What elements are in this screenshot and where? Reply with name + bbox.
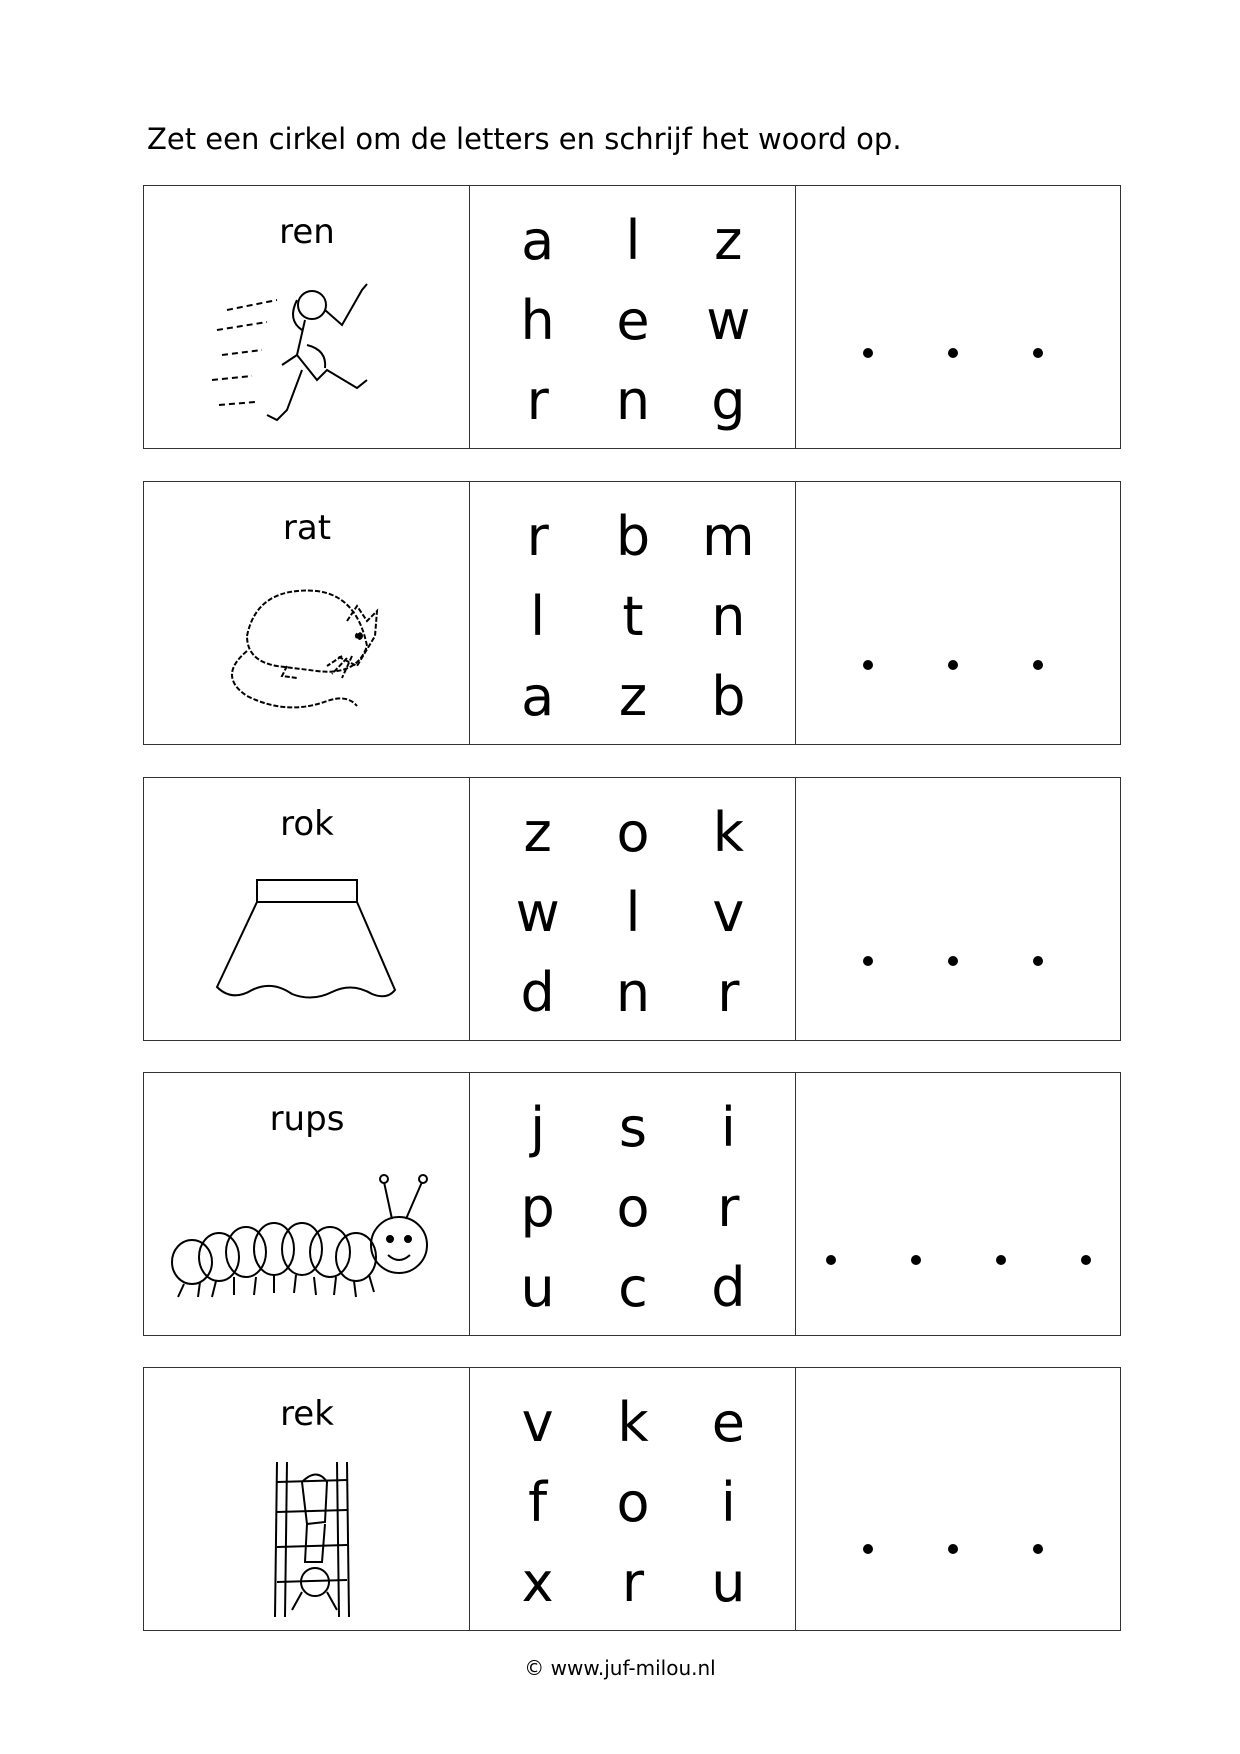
letter[interactable]: d <box>520 960 555 1024</box>
exercise-card <box>143 185 1121 449</box>
letter[interactable]: p <box>520 1175 555 1239</box>
answer-dot <box>948 348 958 358</box>
letter[interactable]: c <box>618 1255 648 1319</box>
letter[interactable]: h <box>520 288 555 352</box>
letter[interactable]: r <box>621 1550 645 1614</box>
letter[interactable]: w <box>515 880 560 944</box>
answer-cell[interactable] <box>796 778 1120 1040</box>
letter[interactable]: f <box>528 1470 548 1534</box>
letter[interactable]: e <box>711 1390 745 1454</box>
letter[interactable]: a <box>521 208 555 272</box>
letter[interactable]: k <box>712 800 744 864</box>
answer-dot <box>948 1544 958 1554</box>
word-cell <box>144 482 470 744</box>
letter[interactable]: x <box>521 1550 554 1614</box>
answer-cell[interactable] <box>796 1368 1120 1630</box>
answer-dot <box>1081 1255 1091 1265</box>
target-word: rek <box>280 1394 334 1434</box>
letter-grid <box>490 1087 776 1327</box>
letter[interactable]: z <box>618 664 648 728</box>
letter-grid-cell <box>470 186 796 448</box>
letter[interactable]: w <box>706 288 751 352</box>
exercise-card <box>143 481 1121 745</box>
answer-dot <box>948 660 958 670</box>
answer-cell[interactable] <box>796 482 1120 744</box>
word-cell <box>144 1073 470 1335</box>
answer-dot <box>948 956 958 966</box>
answer-dot <box>863 956 873 966</box>
letter[interactable]: v <box>712 880 745 944</box>
letter[interactable]: j <box>530 1095 546 1159</box>
target-word: rups <box>269 1099 345 1139</box>
answer-dot <box>863 348 873 358</box>
caterpillar-icon <box>164 1157 450 1323</box>
exercise-card <box>143 1367 1121 1631</box>
letter[interactable]: b <box>615 504 651 568</box>
letter-grid <box>490 496 776 736</box>
instruction-text: Zet een cirkel om de letters en schrijf het woord op. <box>147 122 902 156</box>
letter[interactable]: l <box>625 208 641 272</box>
letter[interactable]: n <box>711 584 746 648</box>
answer-dot <box>826 1255 836 1265</box>
letter-grid-cell <box>470 482 796 744</box>
letter[interactable]: b <box>711 664 746 728</box>
answer-dots <box>796 1073 1120 1335</box>
letter[interactable]: d <box>711 1255 746 1319</box>
answer-dot <box>911 1255 921 1265</box>
letter[interactable]: o <box>616 1470 650 1534</box>
letter[interactable]: s <box>618 1095 648 1159</box>
letter[interactable]: r <box>717 960 740 1024</box>
letter[interactable]: i <box>720 1470 736 1534</box>
answer-dots <box>796 186 1120 448</box>
letter-grid <box>490 200 776 440</box>
answer-dot <box>863 1544 873 1554</box>
target-word: ren <box>279 212 335 252</box>
skirt-icon <box>207 862 407 1028</box>
copyright-footer: © www.juf-milou.nl <box>524 1656 716 1680</box>
answer-dots <box>796 1368 1120 1630</box>
answer-dot <box>1033 660 1043 670</box>
letter[interactable]: v <box>521 1390 554 1454</box>
letter[interactable]: e <box>616 288 650 352</box>
word-cell <box>144 778 470 1040</box>
letter[interactable]: z <box>523 800 552 864</box>
word-cell <box>144 186 470 448</box>
letter-grid-cell <box>470 778 796 1040</box>
answer-dot <box>996 1255 1006 1265</box>
letter[interactable]: m <box>702 504 755 568</box>
exercise-card <box>143 1072 1121 1336</box>
answer-dot <box>863 660 873 670</box>
answer-cell[interactable] <box>796 1073 1120 1335</box>
letter[interactable]: o <box>616 800 650 864</box>
letter-grid <box>490 1382 776 1622</box>
letter-grid <box>490 792 776 1032</box>
target-word: rat <box>282 508 332 548</box>
answer-dot <box>1033 956 1043 966</box>
answer-dot <box>1033 1544 1043 1554</box>
letter[interactable]: l <box>530 584 546 648</box>
letter-grid-cell <box>470 1073 796 1335</box>
letter[interactable]: o <box>616 1175 650 1239</box>
answer-dots <box>796 778 1120 1040</box>
rat-icon <box>207 566 407 732</box>
letter[interactable]: i <box>720 1095 736 1159</box>
letter[interactable]: z <box>714 208 743 272</box>
answer-dot <box>1033 348 1043 358</box>
letter[interactable]: l <box>625 880 641 944</box>
running-girl-icon <box>207 270 407 436</box>
letter[interactable]: n <box>615 960 651 1024</box>
letter[interactable]: n <box>615 368 651 432</box>
letter[interactable]: k <box>617 1390 649 1454</box>
letter[interactable]: r <box>526 504 549 568</box>
letter[interactable]: u <box>711 1550 746 1614</box>
exercise-card <box>143 777 1121 1041</box>
letter[interactable]: r <box>526 368 549 432</box>
letter[interactable]: a <box>521 664 555 728</box>
letter[interactable]: g <box>711 368 746 432</box>
answer-cell[interactable] <box>796 186 1120 448</box>
letter[interactable]: t <box>622 584 644 648</box>
letter[interactable]: r <box>717 1175 740 1239</box>
answer-dots <box>796 482 1120 744</box>
word-cell <box>144 1368 470 1630</box>
climbing-frame-icon <box>207 1452 407 1618</box>
letter[interactable]: u <box>520 1255 555 1319</box>
letter-grid-cell <box>470 1368 796 1630</box>
target-word: rok <box>280 804 334 844</box>
